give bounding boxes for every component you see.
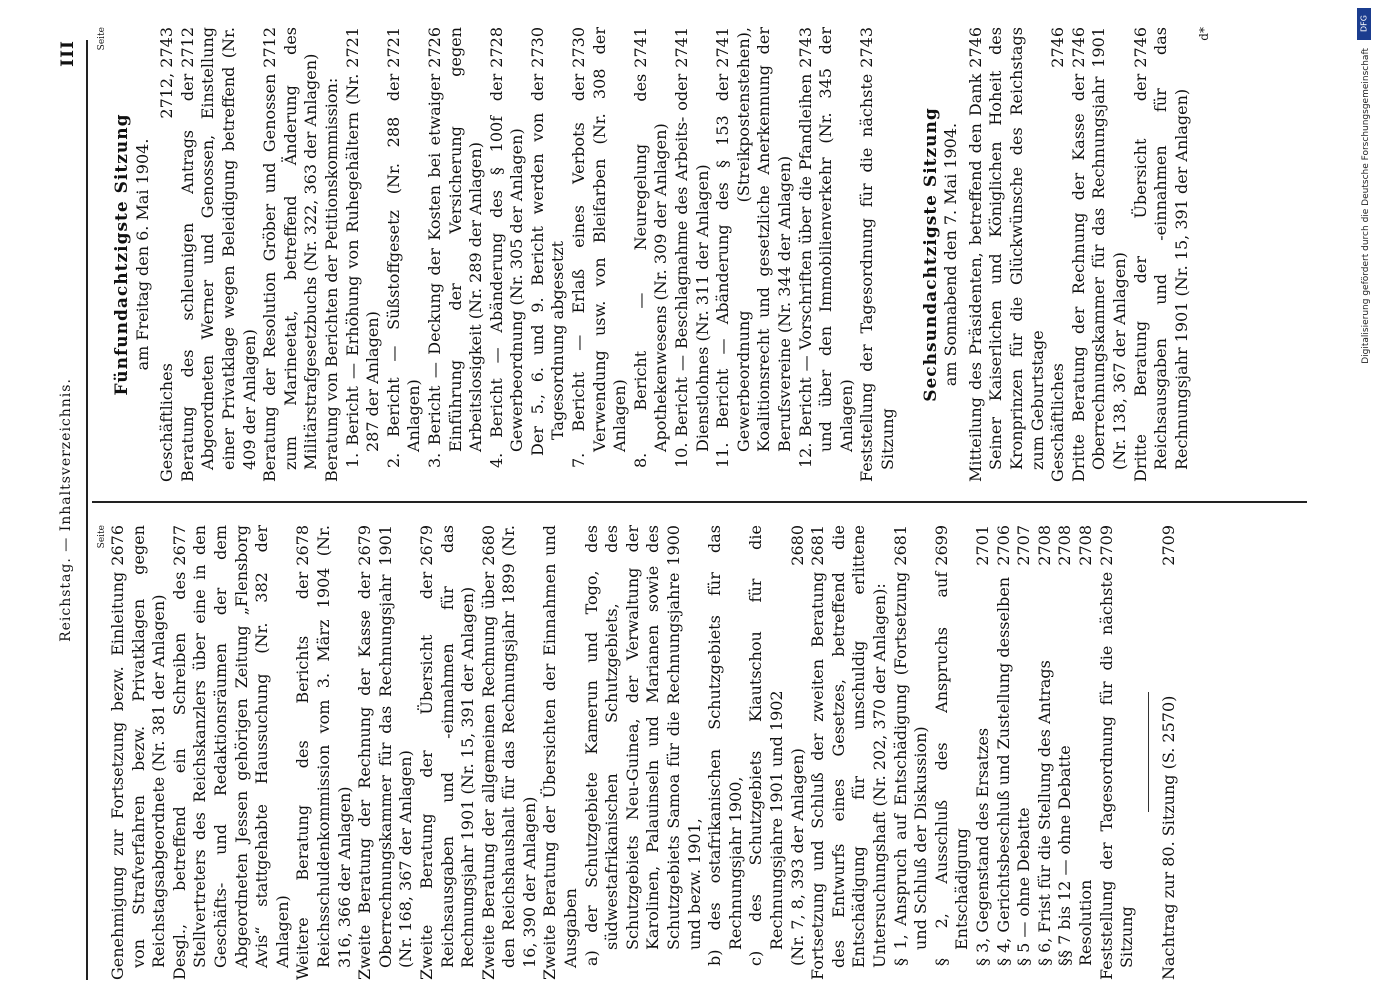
toc-entry-text: § 2, Ausschluß des Anspruchs auf Entschädigung [931,571,972,966]
toc-page-number: 2746 [1130,27,1150,68]
toc-page-number: 2709 [1158,525,1178,566]
toc-entry-text: Desgl., betreffend ein Schreiben des Stellvertreters des Reichskanzlers über eine in den Geschäfts- und Redaktionsräumen der dem Abgeordneten Jessen gehörigen Zeitung „Flensborg Avis“ stattgehabte Haussuchung (Nr. 382 der Anlagen) [169,525,292,980]
toc-entry-text: § 1, Anspruch auf Entschädigung (Fortsetzung und Schluß der Diskussion) [890,571,931,966]
toc-page-number: 2708 [1075,525,1095,566]
toc-entry-text: Geschäftliches [157,363,177,482]
toc-entry [569,27,631,482]
toc-page-number: 2721 [342,27,362,68]
toc-page-number: 2677 [169,525,189,566]
toc-page-number: 2699 [931,525,951,566]
toc-entry [108,525,170,980]
toc-page-number: 2701 [972,525,992,566]
toc-entry-text: Genehmigung zur Fortsetzung bezw. Einleitung von Strafverfahren bezw. Privatklagen gegen Reichstagsabgeordnete (Nr. 381 der Anlagen) [108,525,169,980]
toc-page-number: 2680 [787,525,807,566]
toc-entry [293,525,355,980]
toc-entry-text: 1. Bericht — Erhöhung von Ruhegehältern (Nr. 287 der Anlagen) [342,73,383,468]
toc-page-number: 2678 [293,525,313,566]
toc-entry [487,27,528,482]
toc-entry [157,27,178,482]
toc-page-number: 2743 [795,27,815,68]
running-header: Reichstag. — Inhaltsverzeichnis. [58,378,74,642]
toc-entry-text: Weitere Beratung des Berichts der Reichsschuldenkommission vom 3. März 1904 (Nr. 316, 366 der Anlagen) [293,525,354,980]
toc-entry [672,27,713,482]
toc-page-number: 2708 [1055,525,1075,566]
toc-entry [528,27,569,482]
toc-entry [746,525,787,980]
toc-entry-text: Dritte Beratung der Rechnung der Kasse der Oberrechnungskammer für das Rechnungsjahr 1901 (Nr. 138, 367 der Anlagen) [1068,27,1129,482]
toc-page-number: 2676 [108,525,127,566]
toc-entry-text: § 4, Gerichtsbeschluß und Zustellung desselben [993,576,1013,966]
toc-entry-text: 4. Bericht — Abänderung des § 100f der Gewerbeordnung (Nr. 305 der Anlagen) [486,73,527,468]
session-86-date: am Sonnabend den 7. Mai 1904. [941,122,961,387]
toc-entry-text: Fortsetzung und Schluß der zweiten Beratung des Entwurfs eines Gesetzes, betreffend die Entschädigung für unschuldig erlittene Untersuchungshaft (Nr. 202, 370 der Anlagen): [808,525,889,980]
session-86-title: Sechsundachtzigste Sitzung [920,107,941,402]
toc-entry-text: Der 5., 6. und 9. Bericht werden von der Tagesordnung abgesetzt [527,73,568,456]
header-rule [86,40,88,980]
column-divider [92,501,1307,503]
toc-page-number: 2712, 2743 [157,27,177,119]
session-86-entries [966,27,1193,482]
toc-entry [260,27,322,482]
toc-entry-text: Geschäftliches [1048,363,1068,482]
page-number: III [58,40,78,67]
toc-entry [540,525,581,980]
toc-entry [417,525,479,980]
toc-entry [322,27,343,482]
toc-entry [1159,525,1180,980]
toc-page-number: 2728 [486,27,506,68]
toc-entry-text: Beratung der Resolution Gröber und Genossen zum Marineetat, betreffend Änderung des Militärstrafgesetzbuchs (Nr. 322, 363 der Anlagen) [260,27,321,482]
toc-page-number: 2746 [965,27,985,68]
toc-entry [857,27,898,482]
toc-page-number: 2741 [713,27,733,68]
toc-entry-text: Beratung des schleunigen Antrags der Abgeordneten Werner und Genossen, Einstellung einer Privatklage wegen Beleidigung betreffend (Nr. 409 der Anlagen) [177,27,259,482]
toc-entry [994,525,1015,980]
toc-entry [479,525,541,980]
toc-page-number: 2746 [1048,27,1068,68]
toc-page-number: 2746 [1068,27,1088,68]
toc-entry [384,27,425,482]
toc-entry-text: Zweite Beratung der allgemeinen Rechnung über den Reichshaushalt für das Rechnungsjahr 1899 (Nr. 16, 390 der Anlagen) [478,525,539,980]
toc-page-number: 2712 [177,27,197,68]
toc-entry [631,27,672,482]
toc-entry [788,525,809,980]
toc-entry-text: § 6, Frist für die Stellung des Antrags [1034,660,1054,966]
toc-entry [425,27,487,482]
left-column [92,525,1179,980]
toc-page-number: 2743 [857,27,877,68]
toc-entry-text: 10. Bericht — Beschlagnahme des Arbeits- oder Dienstlohnes (Nr. 311 der Anlagen) [672,73,712,468]
toc-entry [705,525,746,980]
toc-entry-text: Dritte Beratung der Übersicht der Reichsausgaben und -einnahmen für das Rechnungsjahr 1901 (Nr. 15, 391 der Anlagen) [1130,27,1191,482]
toc-entry [973,525,994,980]
seite-label: Seite [97,27,107,51]
toc-page-number: 2707 [1014,525,1034,566]
toc-entry [1097,525,1138,980]
session-85-date: am Freitag den 6. Mai 1904. [132,138,152,371]
toc-entry-text: Mitteilung des Präsidenten, betreffend den Dank Seiner Kaiserlichen und Königlichen Hoheit des Kronprinzen für die Glückwünsche des Reichstags zum Geburtstage [965,27,1047,482]
toc-entry [713,27,795,482]
toc-entry [1035,525,1056,980]
session-85-title: Fünfundachtzigste Sitzung [112,113,132,396]
left-entry-list [108,525,1179,980]
toc-entry-text: Nachtrag zur 80. Sitzung (S. 2570) [1158,695,1178,980]
right-column [92,27,1215,482]
toc-entry-text: 11. Bericht — Abänderung des § 153 der Gewerbeordnung (Streikpostenstehen), Koalitionsrecht und gesetzliche Anerkennung der Berufsvereine (Nr. 344 der Anlagen) [713,27,794,468]
toc-entry-text: c) des Schutzgebiets Kiautschou für die Rechnungsjahre 1901 und 1902 [746,525,786,966]
toc-entry [932,525,973,980]
toc-entry [1055,525,1076,980]
toc-entry [343,27,384,482]
toc-entry-text: 7. Bericht — Erlaß eines Verbots der Verwendung usw. von Bleifarben (Nr. 308 der Anlagen) [569,27,630,468]
toc-entry [1131,27,1193,482]
toc-entry-text: b) des ostafrikanischen Schutzgebiets für das Rechnungsjahr 1900, [705,525,745,966]
toc-entry [891,525,932,980]
toc-entry-text: § 5 — ohne Debatte [1014,807,1034,966]
toc-entry [178,27,260,482]
toc-entry-text: 12. Bericht — Vorschriften über die Pfandleihen und über den Immobilienverkehr (Nr. 345 der Anlagen) [795,27,856,468]
toc-page-number: 2681 [808,525,828,566]
toc-page-number: 2721 [383,27,403,68]
digitization-note: Digitalisierung gefördert durch die Deutsche Forschungsgemeinschaft [1361,48,1371,364]
dfg-logo: DFG [1357,8,1371,40]
toc-entry-text: Zweite Beratung der Rechnung der Kasse der Oberrechnungskammer für das Rechnungsjahr 1901 (Nr. 168, 367 der Anlagen) [355,525,416,980]
toc-entry [1069,27,1131,482]
session-85-entries [157,27,898,482]
toc-entry-text: 2. Bericht — Süßstoffgesetz (Nr. 288 der Anlagen) [383,73,424,468]
seite-label: Seite [97,525,107,549]
page-header [58,40,80,980]
toc-entry [170,525,294,980]
toc-entry-text: a) der Schutzgebiete Kamerun und Togo, des südwestafrikanischen Schutzgebiets, des Schutzgebiets Neu-Guinea, der Verwaltung der Karolinen, Palauinseln und Marianen sowie des Schutzgebiets Samoa für die Rechnungsjahre 1900 und bezw. 1901, [581,525,704,966]
toc-entry [1076,525,1097,980]
toc-page-number: 2730 [527,27,547,68]
toc-entry [796,27,858,482]
toc-entry [966,27,1048,482]
toc-page-number: 2681 [890,525,910,566]
separator-rule [1148,693,1149,813]
toc-page-number: 2679 [355,525,375,566]
toc-entry-text: Beratung von Berichten der Petitionskommission: [321,77,341,482]
toc-entry-text: Zweite Beratung der Übersicht der Reichsausgaben und -einnahmen für das Rechnungsjahr 1901 (Nr. 15, 391 der Anlagen) [416,525,478,980]
toc-entry-text: § 3, Gegenstand des Ersatzes [972,727,992,966]
toc-page-number: 2709 [1096,525,1116,566]
toc-page-number: 2741 [672,27,692,68]
toc-entry-text: (Nr. 7, 8, 393 der Anlagen) [787,748,807,966]
toc-page-number: 2680 [478,525,498,566]
toc-entry-text: Feststellung der Tagesordnung für die nächste Sitzung [1096,571,1137,980]
toc-page-number: 2708 [1034,525,1054,566]
toc-page-number: 2706 [993,525,1013,566]
toc-entry [355,525,417,980]
toc-entry [808,525,890,980]
toc-entry-text: §§ 7 bis 12 — ohne Debatte [1055,745,1075,966]
toc-entry-text: 3. Bericht — Deckung der Kosten bei etwaiger Einführung der Versicherung gegen Arbeitslosigkeit (Nr. 289 der Anlagen) [424,27,486,468]
toc-entry-text: Zweite Beratung der Übersichten der Einnahmen und Ausgaben [540,525,581,980]
signature-mark: d* [1197,27,1212,41]
toc-page-number: 2726 [424,27,444,68]
toc-page-number: 2679 [416,525,436,566]
toc-entry-text: Feststellung der Tagesordnung für die nächste Sitzung [857,73,897,482]
toc-page-number: 2730 [569,27,589,68]
toc-page-number: 2712 [260,27,280,68]
toc-page-number: 2741 [630,27,650,68]
toc-entry [1048,27,1069,482]
toc-entry-text: Resolution [1075,879,1095,966]
toc-entry-text: 8. Bericht — Neuregelung des Apothekenwesens (Nr. 309 der Anlagen) [630,73,671,468]
toc-entry [582,525,706,980]
toc-entry [1014,525,1035,980]
